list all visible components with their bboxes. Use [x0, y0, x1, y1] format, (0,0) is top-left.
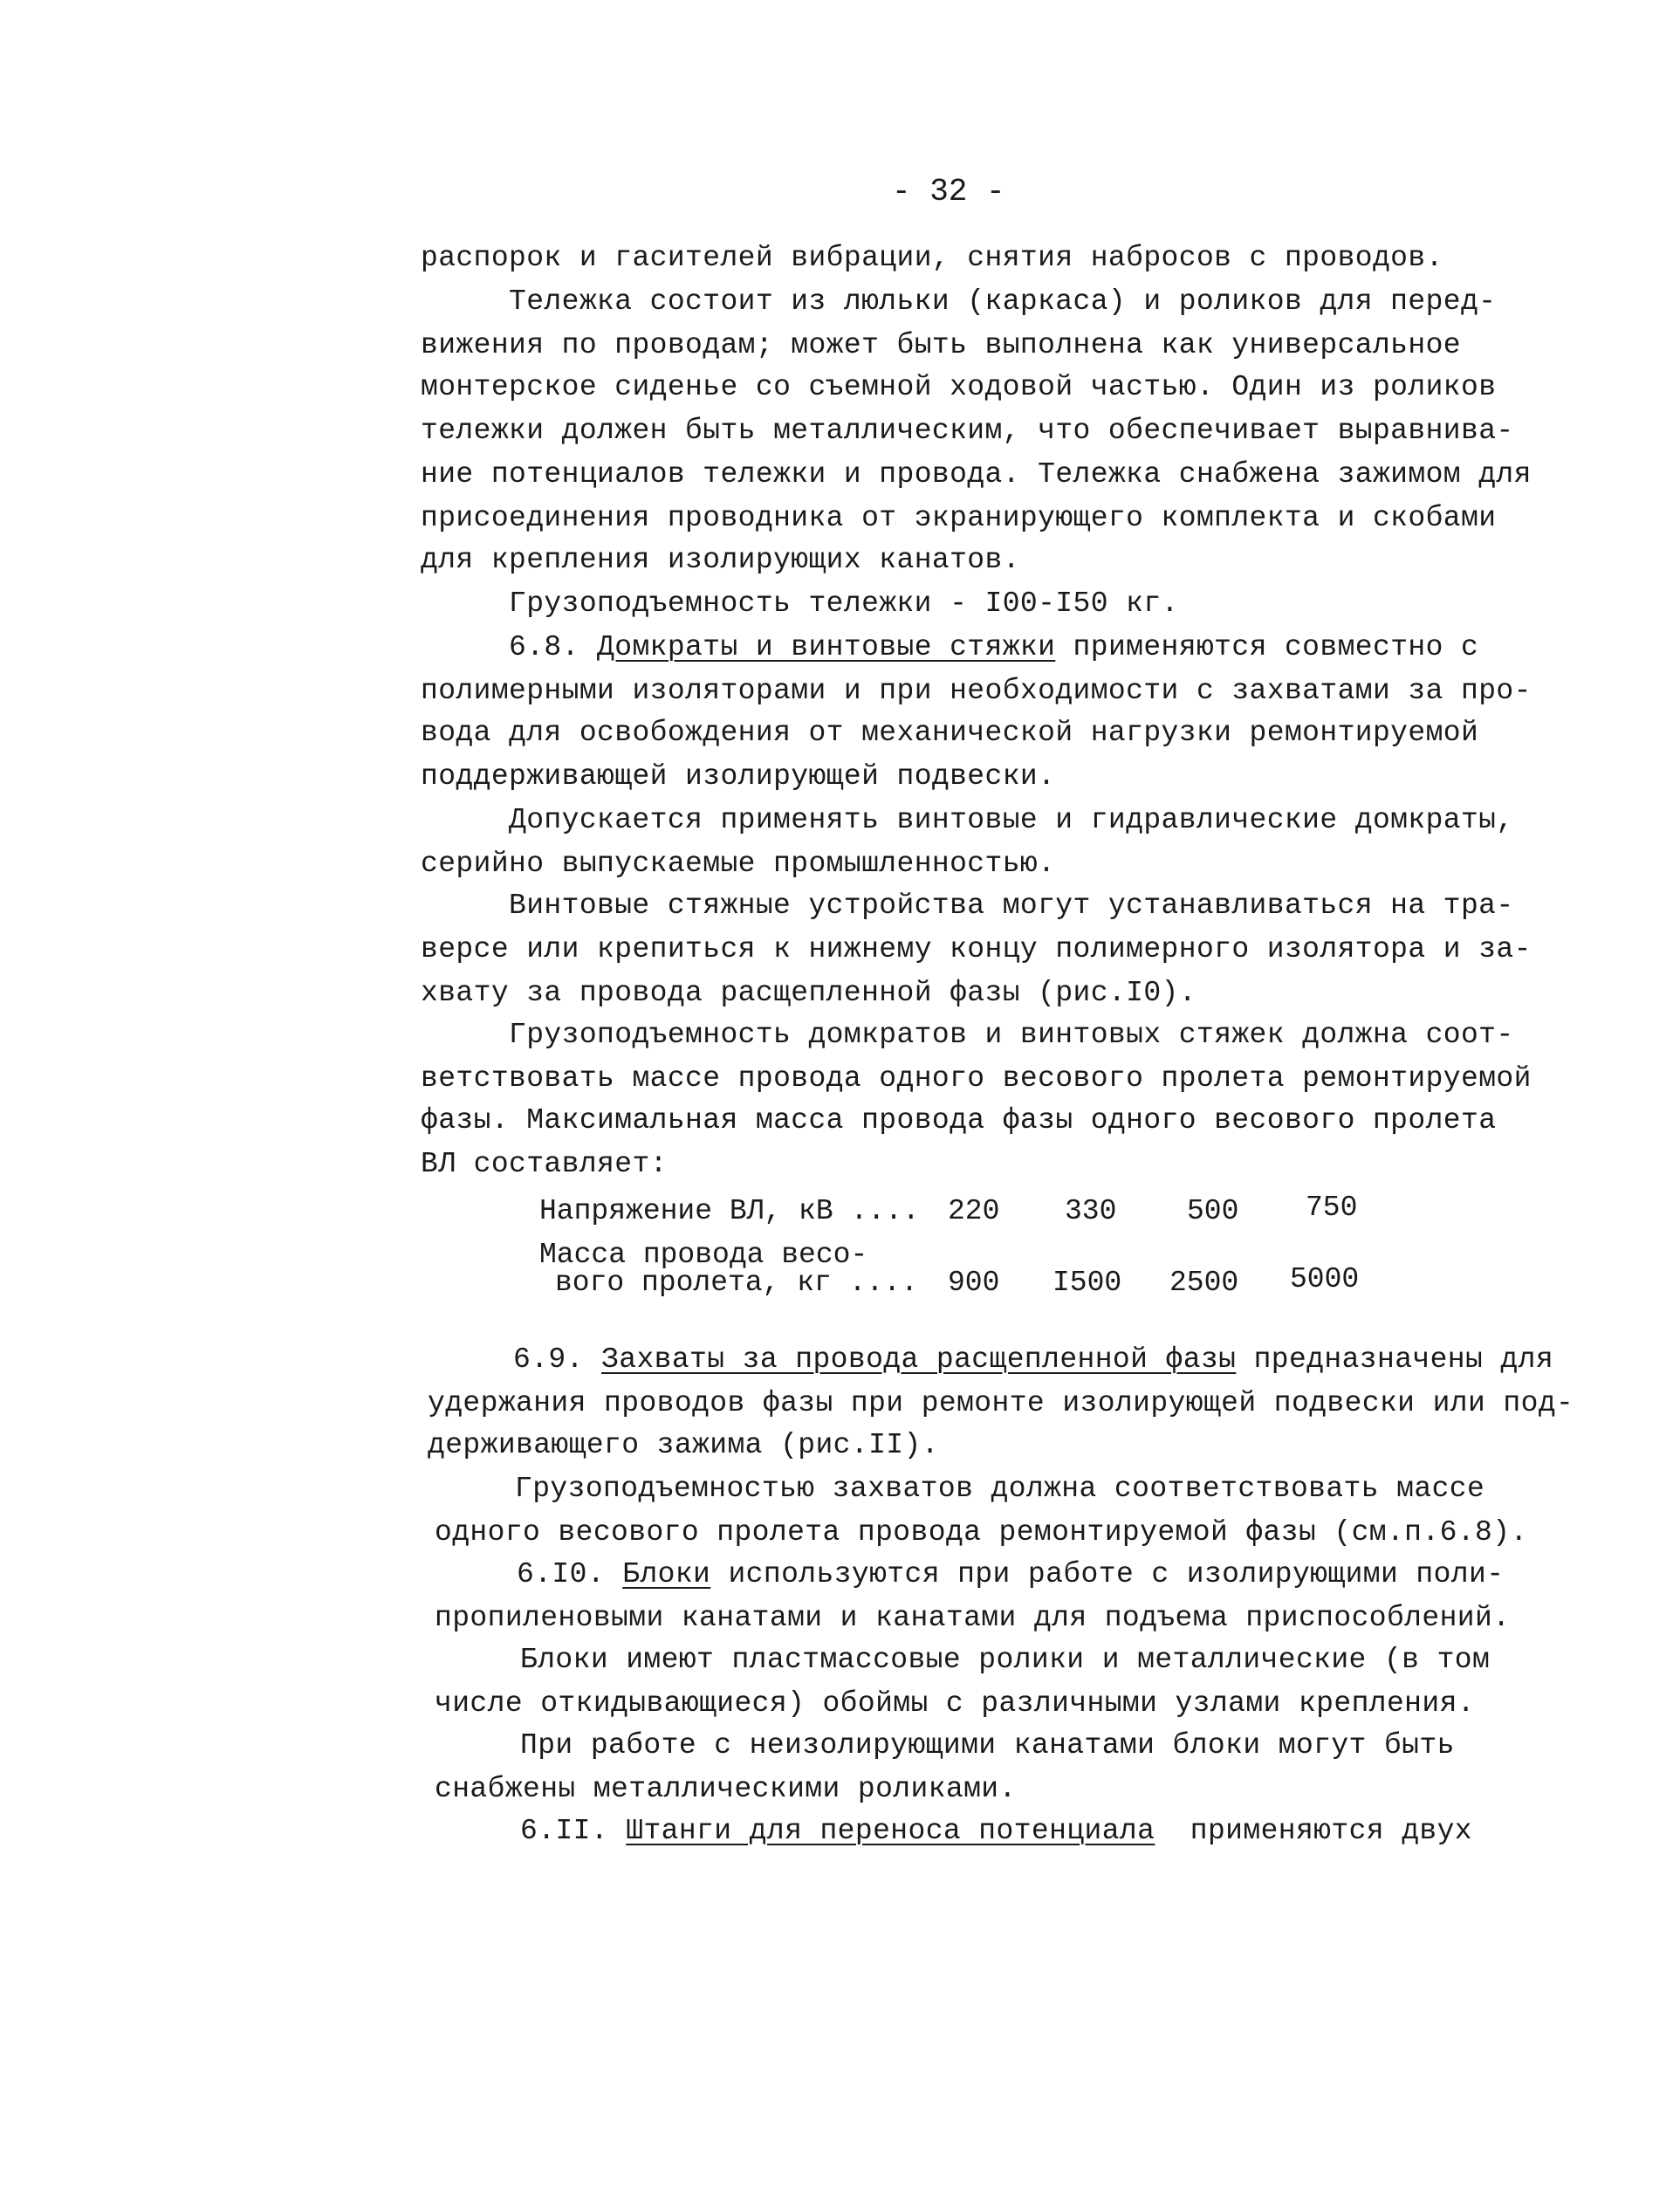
section-title: Штанги для переноса потенциала — [626, 1815, 1155, 1847]
text-line: хвату за провода расщепленной фазы (рис.I0). — [421, 977, 1196, 1009]
section-heading-line — [520, 1814, 1472, 1849]
table-cell: 900 — [948, 1267, 1000, 1299]
section-number: 6.I0. — [517, 1558, 623, 1590]
section-text: предназначены для — [1236, 1343, 1554, 1376]
section-text: применяются двух — [1155, 1815, 1473, 1847]
text-line: Винтовые стяжные устройства могут устанавливаться на тра- — [509, 890, 1514, 922]
text-line: Допускается применять винтовые и гидравлические домкраты, — [509, 804, 1514, 836]
text-line: ние потенциалов тележки и провода. Тележка снабжена зажимом для — [421, 458, 1532, 491]
text-line: пропиленовыми канатами и канатами для подъема приспособлений. — [435, 1602, 1511, 1634]
text-line: удержания проводов фазы при ремонте изолирующей подвески или под- — [428, 1387, 1574, 1419]
text-line: версе или крепиться к нижнему концу полимерного изолятора и за- — [421, 933, 1532, 965]
text-line: поддерживающей изолирующей подвески. — [421, 760, 1056, 793]
table-row-label: Напряжение ВЛ, кВ .... — [539, 1195, 920, 1227]
table-cell: 2500 — [1169, 1267, 1239, 1299]
section-title: Захваты за провода расщепленной фазы — [601, 1343, 1237, 1376]
text-line: распорок и гасителей вибрации, снятия набросов с проводов. — [421, 242, 1443, 274]
text-line: Тележка состоит из люльки (каркаса) и роликов для перед- — [509, 285, 1497, 318]
section-text: используются при работе с изолирующими поли- — [710, 1558, 1505, 1590]
page-number: - 32 - — [892, 174, 1005, 210]
table-cell: 750 — [1306, 1192, 1358, 1224]
text-line: вода для освобождения от механической нагрузки ремонтируемой — [421, 717, 1479, 749]
text-line: тележки должен быть металлическим, что обеспечивает выравнива- — [421, 415, 1514, 447]
table-cell: I500 — [1052, 1267, 1122, 1299]
table-row-label: вого пролета, кг .... — [555, 1267, 918, 1299]
section-text: применяются совместно с — [1055, 631, 1479, 663]
section-heading-line — [517, 1557, 1504, 1592]
section-number: 6.8. — [509, 631, 598, 663]
section-heading-line — [509, 630, 1478, 665]
text-line: Грузоподъемностью захватов должна соответствовать массе — [515, 1473, 1485, 1505]
section-number: 6.II. — [520, 1815, 627, 1847]
table-cell: 500 — [1187, 1195, 1239, 1227]
text-line: серийно выпускаемые промышленностью. — [421, 848, 1056, 880]
table-row-label: Масса провода весо- — [539, 1239, 868, 1271]
text-line: для крепления изолирующих канатов. — [421, 544, 1020, 576]
text-line: вижения по проводам; может быть выполнена как универсальное — [421, 329, 1461, 361]
text-line: числе откидывающиеся) обоймы с различными узлами крепления. — [435, 1687, 1475, 1720]
table-cell: 5000 — [1290, 1263, 1360, 1295]
text-line: Грузоподъемность домкратов и винтовых стяжек должна соот- — [509, 1019, 1514, 1051]
text-line: фазы. Максимальная масса провода фазы одного весового пролета — [421, 1104, 1497, 1137]
text-line: держивающего зажима (рис.II). — [428, 1429, 939, 1461]
text-line: ветствовать массе провода одного весового пролета ремонтируемой — [421, 1062, 1532, 1095]
table-cell: 220 — [948, 1195, 1000, 1227]
text-line: монтерское сиденье со съемной ходовой частью. Один из роликов — [421, 371, 1497, 403]
section-title: Домкраты и винтовые стяжки — [597, 631, 1056, 663]
text-line: полимерными изоляторами и при необходимости с захватами за про- — [421, 675, 1532, 707]
text-line: При работе с неизолирующими канатами блоки могут быть — [520, 1729, 1455, 1762]
section-heading-line — [513, 1343, 1553, 1377]
text-line: присоединения проводника от экранирующего комплекта и скобами — [421, 502, 1497, 534]
table-cell: 330 — [1065, 1195, 1117, 1227]
text-line: ВЛ составляет: — [421, 1148, 668, 1180]
text-line: Грузоподъемность тележки - I00-I50 кг. — [509, 587, 1179, 620]
text-line: Блоки имеют пластмассовые ролики и металлические (в том — [520, 1644, 1491, 1676]
text-line: снабжены металлическими роликами. — [435, 1773, 1017, 1805]
text-line: одного весового пролета провода ремонтируемой фазы (см.п.6.8). — [435, 1516, 1528, 1549]
section-number: 6.9. — [513, 1343, 602, 1376]
section-title: Блоки — [622, 1558, 711, 1590]
